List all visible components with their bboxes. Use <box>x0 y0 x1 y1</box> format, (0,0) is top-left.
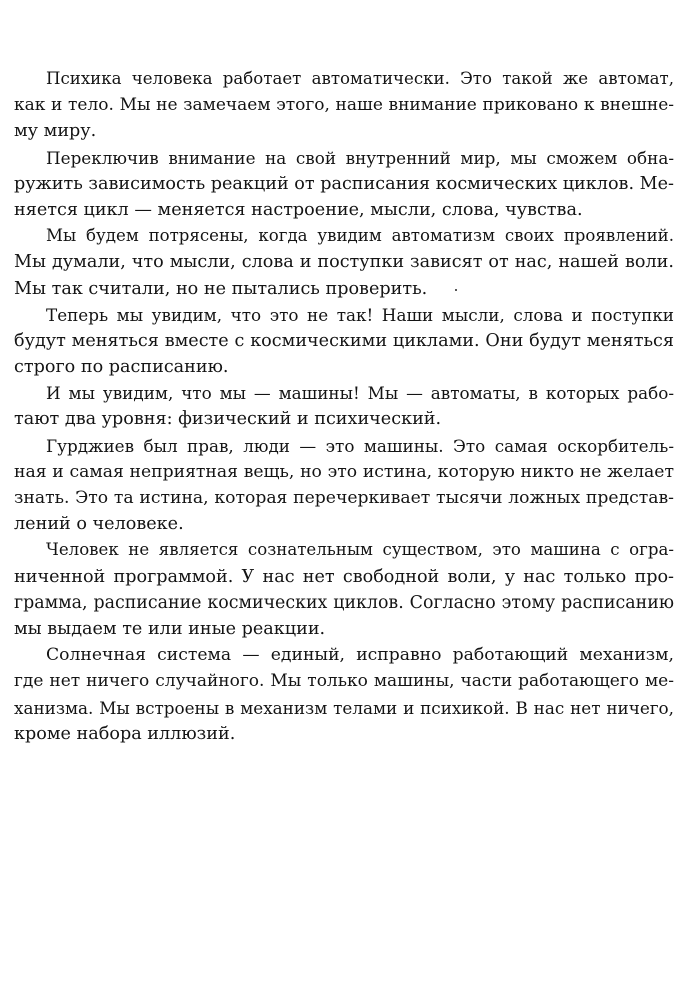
text-line: где нет ничего случайного. Мы только машины, части работающего ме- <box>14 671 674 692</box>
text-line: ниченной программой. У нас нет свободной воли, у нас только про- <box>14 566 674 587</box>
paragraph <box>14 302 674 381</box>
paragraph <box>14 223 674 302</box>
paragraph <box>14 145 674 224</box>
text-line: кроме набора иллюзий. <box>14 723 236 744</box>
text-line: лений о человеке. <box>14 514 184 535</box>
text-line: будут меняться вместе с космическими циклами. Они будут меняться <box>14 330 674 351</box>
paragraph <box>14 537 674 642</box>
text-line: Мы думали, что мысли, слова и поступки зависят от нас, нашей воли. <box>14 252 674 273</box>
text-line: Теперь мы увидим, что это не так! Наши мысли, слова и поступки <box>46 304 674 325</box>
text-line: Переключив внимание на свой внутренний мир, мы сможем обна- <box>46 147 674 168</box>
paragraph <box>14 642 674 747</box>
text-line: грамма, расписание космических циклов. Согласно этому расписанию <box>14 592 674 613</box>
paragraph <box>14 433 674 538</box>
text-line: как и тело. Мы не замечаем этого, наше внимание приковано к внешне- <box>14 95 674 116</box>
text-line: Человек не является сознательным существом, это машина с огра- <box>46 540 674 560</box>
text-line: тают два уровня: физический и психический. <box>14 409 442 430</box>
text-line: ханизма. Мы встроены в механизм телами и психикой. В нас нет ничего, <box>14 697 674 718</box>
text-line: няется цикл — меняется настроение, мысли, слова, чувства. <box>14 199 583 220</box>
print-speck <box>455 289 457 291</box>
text-line: ная и самая неприятная вещь, но это истина, которую никто не желает <box>14 461 674 482</box>
text-line: строго по расписанию. <box>14 357 229 378</box>
text-line: знать. Это та истина, которая перечеркивает тысячи ложных представ- <box>14 488 674 508</box>
text-line: Психика человека работает автоматически. Это такой же автомат, <box>46 69 674 88</box>
text-line: Солнечная система — единый, исправно работающий механизм, <box>46 645 674 666</box>
text-line: Мы будем потрясены, когда увидим автоматизм своих проявлений. <box>46 226 674 246</box>
text-line: Гурджиев был прав, люди — это машины. Это самая оскорбитель- <box>46 435 674 456</box>
body-text <box>14 66 674 747</box>
text-line: Мы так считали, но не пытались проверить. <box>14 278 428 299</box>
text-line: му миру. <box>14 121 97 142</box>
text-line: мы выдаем те или иные реакции. <box>14 618 326 639</box>
paragraph <box>14 380 674 432</box>
text-line: И мы увидим, что мы — машины! Мы — автоматы, в которых рабо- <box>46 383 674 404</box>
text-line: ружить зависимость реакций от расписания космических циклов. Ме- <box>14 173 674 194</box>
paragraph <box>14 66 674 145</box>
